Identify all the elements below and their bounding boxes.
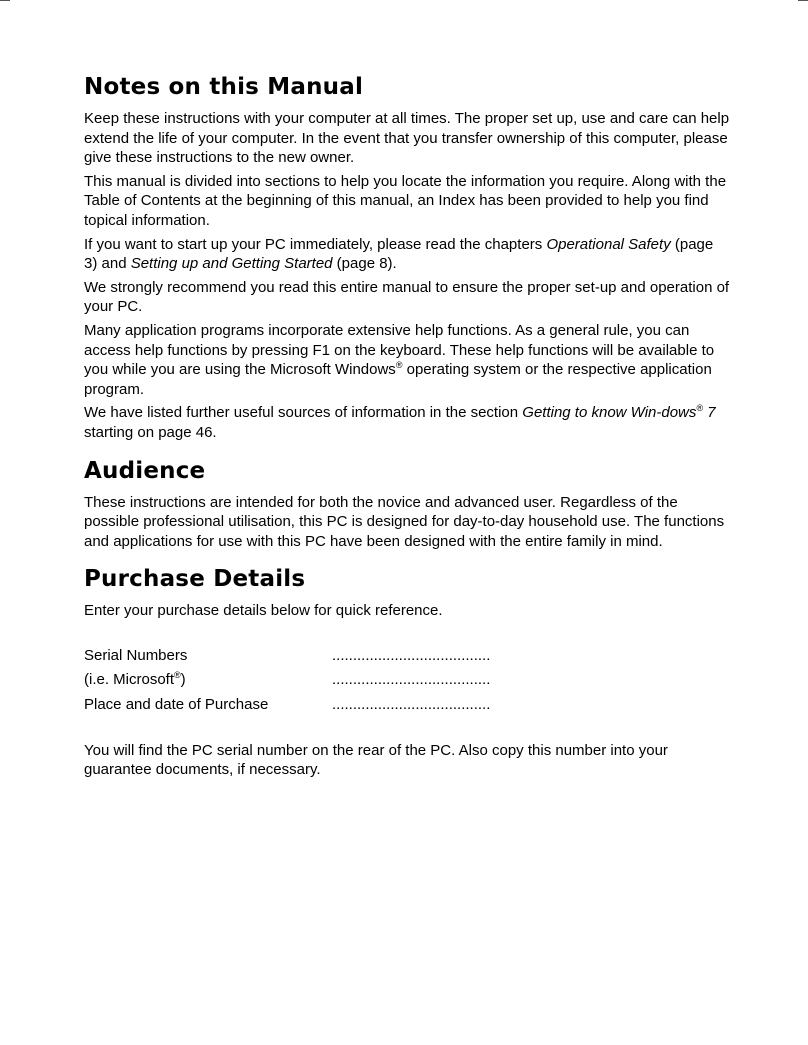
crop-mark-left bbox=[0, 0, 10, 1]
purchase-footer: You will find the PC serial number on the rear of the PC. Also copy this number into your guarantee documents, if necessary. bbox=[84, 741, 668, 779]
purchase-details-table bbox=[84, 644, 730, 718]
audience-paragraph: These instructions are intended for both the novice and advanced user. Regardless of the possible professional utilisation, this PC is designed for day-to-day household use. The functions and applications for use with this PC have been designed with the entire family in mind. bbox=[84, 493, 725, 550]
manual-page bbox=[84, 72, 730, 784]
section-heading-purchase: Purchase Details bbox=[84, 566, 306, 593]
notes-paragraph-4: We strongly recommend you read this entire manual to ensure the proper set-up and operation of your PC. bbox=[84, 278, 730, 316]
detail-blank-line: ...................................... bbox=[332, 696, 491, 714]
section-heading-notes: Notes on this Manual bbox=[84, 74, 364, 100]
registered-mark: ® bbox=[395, 360, 403, 371]
section-audience bbox=[84, 456, 730, 552]
detail-label: Place and date of Purchase bbox=[84, 696, 269, 714]
detail-row-serial bbox=[84, 644, 730, 669]
detail-blank-line: ...................................... bbox=[332, 646, 491, 664]
section-heading-audience: Audience bbox=[84, 457, 206, 484]
chapter-ref-setting-up: Setting up and Getting Started bbox=[130, 255, 333, 273]
section-notes bbox=[84, 72, 730, 443]
notes-paragraph-2: This manual is divided into sections to help you locate the information you require. Along with the Table of Contents at the beginning of this manual, an Index has been provided to help you find topical information. bbox=[84, 172, 727, 229]
purchase-intro: Enter your purchase details below for quick reference. bbox=[84, 602, 443, 620]
notes-paragraph-1: Keep these instructions with your computer at all times. The proper set up, use and care can help extend the life of your computer. In the event that you transfer ownership of this computer, please give these instructions to the new owner. bbox=[84, 110, 730, 167]
detail-label: (i.e. Microsoft®) bbox=[84, 670, 186, 689]
chapter-ref-operational-safety: Operational Safety bbox=[546, 235, 671, 253]
notes-paragraph-6: We have listed further useful sources of information in the section Getting to know Win-dows® 7 starting on page 46. bbox=[84, 403, 716, 441]
crop-mark-right bbox=[798, 0, 808, 1]
section-purchase bbox=[84, 564, 730, 780]
detail-blank-line: ...................................... bbox=[332, 671, 491, 689]
detail-row-place-date bbox=[84, 693, 730, 718]
detail-label: Serial Numbers bbox=[84, 646, 188, 664]
notes-paragraph-5: Many application programs incorporate extensive help functions. As a general rule, you can access help functions by pressing F1 on the keyboard. These help functions will be available to you while you are using the Microsoft Windows® operating system or the respective application program. bbox=[84, 321, 715, 398]
notes-paragraph-3: If you want to start up your PC immediately, please read the chapters Operational Safety (page 3) and Setting up and Getting Started (page 8). bbox=[84, 235, 714, 273]
detail-row-microsoft bbox=[84, 668, 730, 693]
chapter-ref-windows: Getting to know Win-dows® 7 bbox=[522, 403, 716, 422]
